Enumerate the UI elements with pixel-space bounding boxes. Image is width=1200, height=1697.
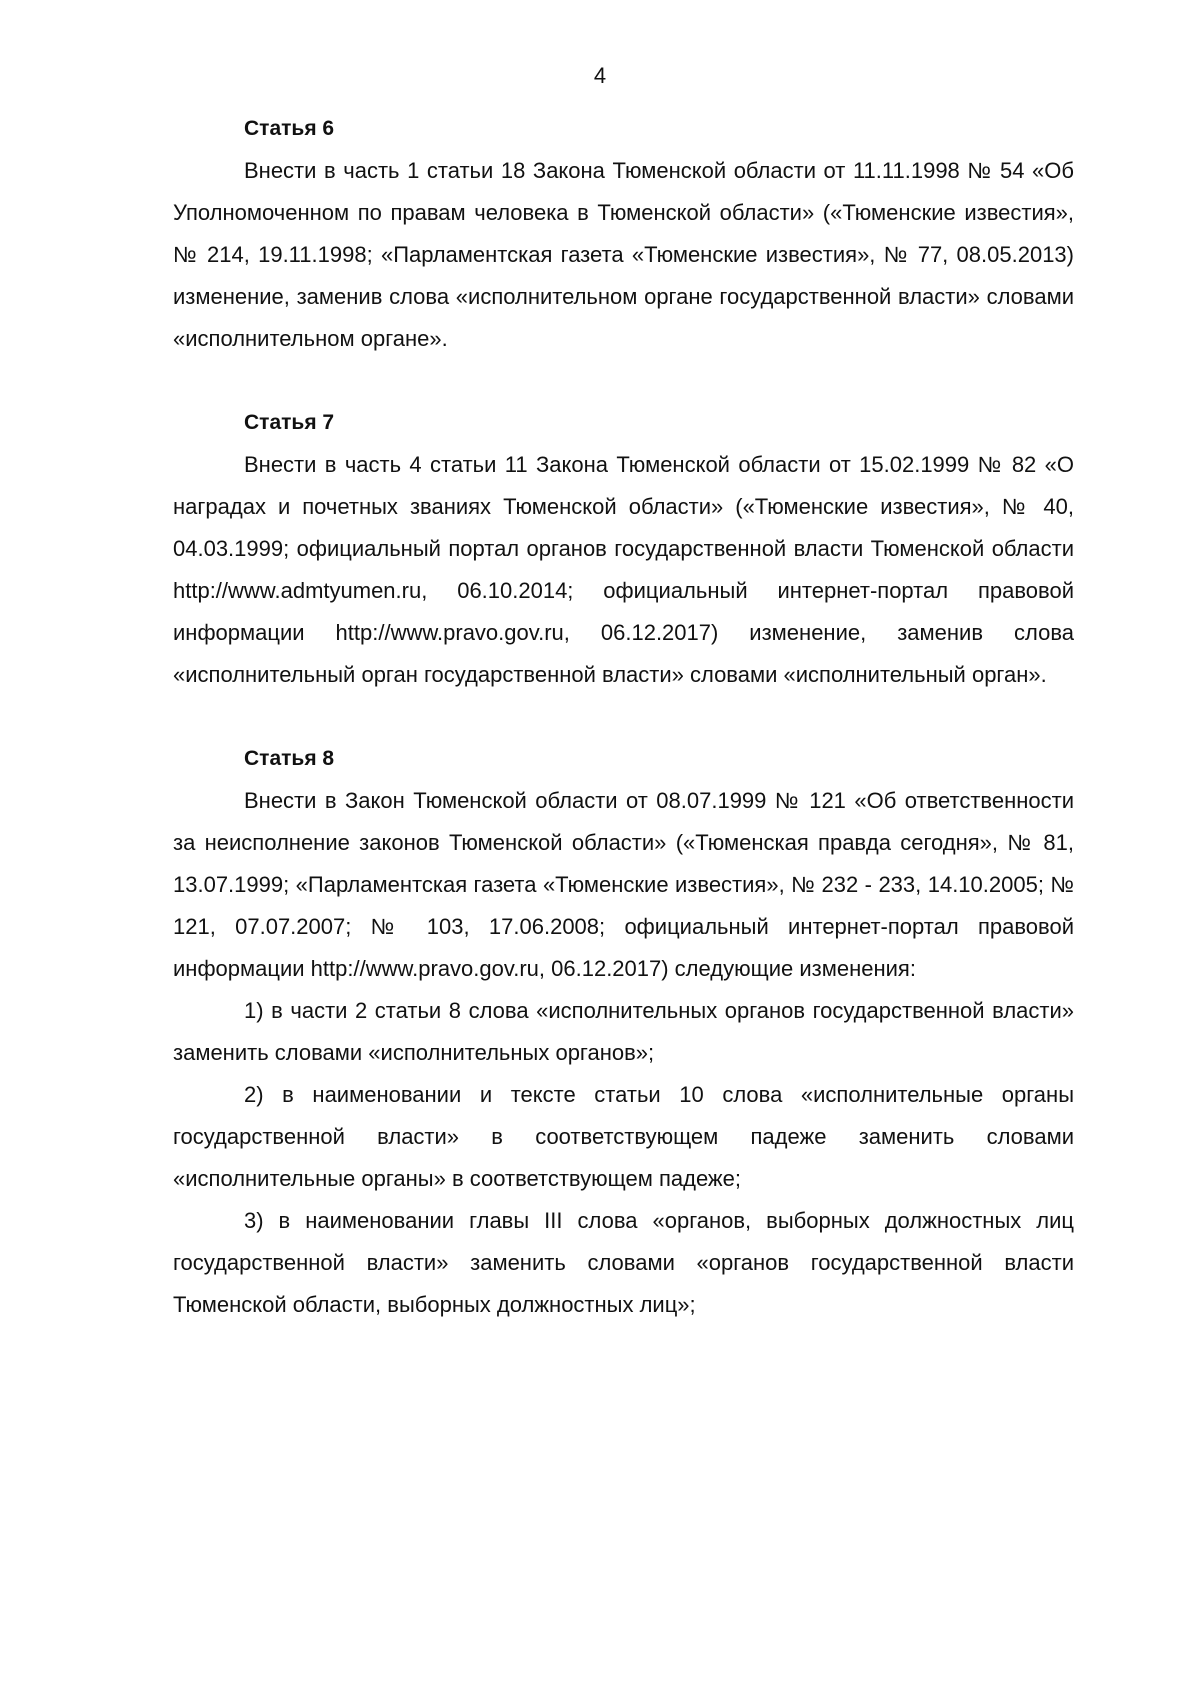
amendment-item-1: 1) в части 2 статьи 8 слова «исполнительных органов государственной власти» заменить словами «исполнительных органов»; (173, 998, 1074, 1065)
article-paragraph: Внести в Закон Тюменской области от 08.07.1999 № 121 «Об ответственности за неисполнение законов Тюменской области» («Тюменская правда сегодня», № 81, 13.07.1999; «Парламентская газета «Тюменские известия», № 232 - 233, 14.10.2005; № 121, 07.07.2007; № 103, 17.06.2008; официальный интернет-портал правовой информации http://www.pravo.gov.ru, 06.12.2017) следующие изменения: (173, 788, 1074, 981)
article-8 (173, 738, 1074, 1326)
article-title: Статья 6 (244, 117, 335, 140)
article-paragraph: Внести в часть 4 статьи 11 Закона Тюменской области от 15.02.1999 № 82 «О наградах и почетных званиях Тюменской области» («Тюменские известия», № 40, 04.03.1999; официальный портал органов государственной власти Тюменской области http://www.admtyumen.ru, 06.10.2014; официальный интернет-портал правовой информации http://www.pravo.gov.ru, 06.12.2017) изменение, заменив слова «исполнительный орган государственной власти» словами «исполнительный орган». (173, 452, 1074, 687)
amendment-item-2: 2) в наименовании и тексте статьи 10 слова «исполнительные органы государственной власти» в соответствующем падеже заменить словами «исполнительные органы» в соответствующем падеже; (173, 1082, 1074, 1191)
page-number: 4 (593, 63, 607, 88)
article-title: Статья 8 (244, 747, 335, 770)
article-6 (173, 108, 1074, 360)
article-7 (173, 402, 1074, 696)
article-paragraph: Внести в часть 1 статьи 18 Закона Тюменской области от 11.11.1998 № 54 «Об Уполномоченном по правам человека в Тюменской области» («Тюменские известия», № 214, 19.11.1998; «Парламентская газета «Тюменские известия», № 77, 08.05.2013) изменение, заменив слова «исполнительном органе государственной власти» словами «исполнительном органе». (173, 158, 1074, 351)
article-title: Статья 7 (244, 411, 335, 434)
amendment-item-3: 3) в наименовании главы III слова «органов, выборных должностных лиц государственной власти» заменить словами «органов государственной власти Тюменской области, выборных должностных лиц»; (173, 1208, 1074, 1317)
document-body (173, 108, 1074, 1326)
